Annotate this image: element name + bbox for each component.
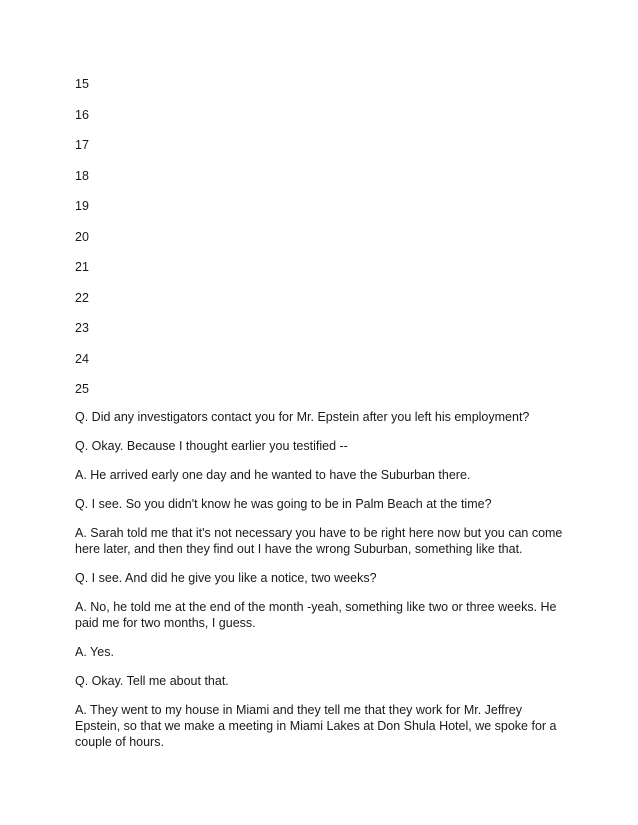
line-number-list <box>75 76 565 397</box>
testimony-paragraphs <box>75 409 565 750</box>
testimony-paragraph: Q. Okay. Because I thought earlier you testified -- <box>75 439 348 453</box>
line-number: 19 <box>75 199 89 213</box>
transcript-body <box>75 76 565 763</box>
testimony-paragraph: A. He arrived early one day and he wanted to have the Suburban there. <box>75 468 471 482</box>
testimony-paragraph: A. They went to my house in Miami and they tell me that they work for Mr. Jeffrey Epstein, so that we make a meeting in Miami Lakes at Don Shula Hotel, we spoke for a couple of hours. <box>75 703 557 749</box>
line-number: 22 <box>75 290 89 305</box>
testimony-paragraph: Q. Okay. Tell me about that. <box>75 674 229 688</box>
testimony-paragraph: A. No, he told me at the end of the month -yeah, something like two or three weeks. He paid me for two months, I guess. <box>75 600 557 630</box>
testimony-paragraph: Q. I see. So you didn't know he was going to be in Palm Beach at the time? <box>75 497 492 511</box>
line-number: 15 <box>75 77 89 91</box>
testimony-paragraph: A. Yes. <box>75 645 114 659</box>
testimony-paragraph: A. Sarah told me that it's not necessary you have to be right here now but you can come here later, and then they find out I have the wrong Suburban, something like that. <box>75 526 563 556</box>
line-number: 24 <box>75 351 89 366</box>
line-number: 23 <box>75 321 89 335</box>
testimony-paragraph: Q. Did any investigators contact you for Mr. Epstein after you left his employment? <box>75 410 530 424</box>
line-number: 16 <box>75 107 89 122</box>
line-number: 21 <box>75 260 89 274</box>
line-number: 20 <box>75 229 89 244</box>
line-number: 25 <box>75 382 89 396</box>
testimony-paragraph: Q. I see. And did he give you like a notice, two weeks? <box>75 571 377 585</box>
line-number: 18 <box>75 168 89 183</box>
line-number: 17 <box>75 138 89 152</box>
